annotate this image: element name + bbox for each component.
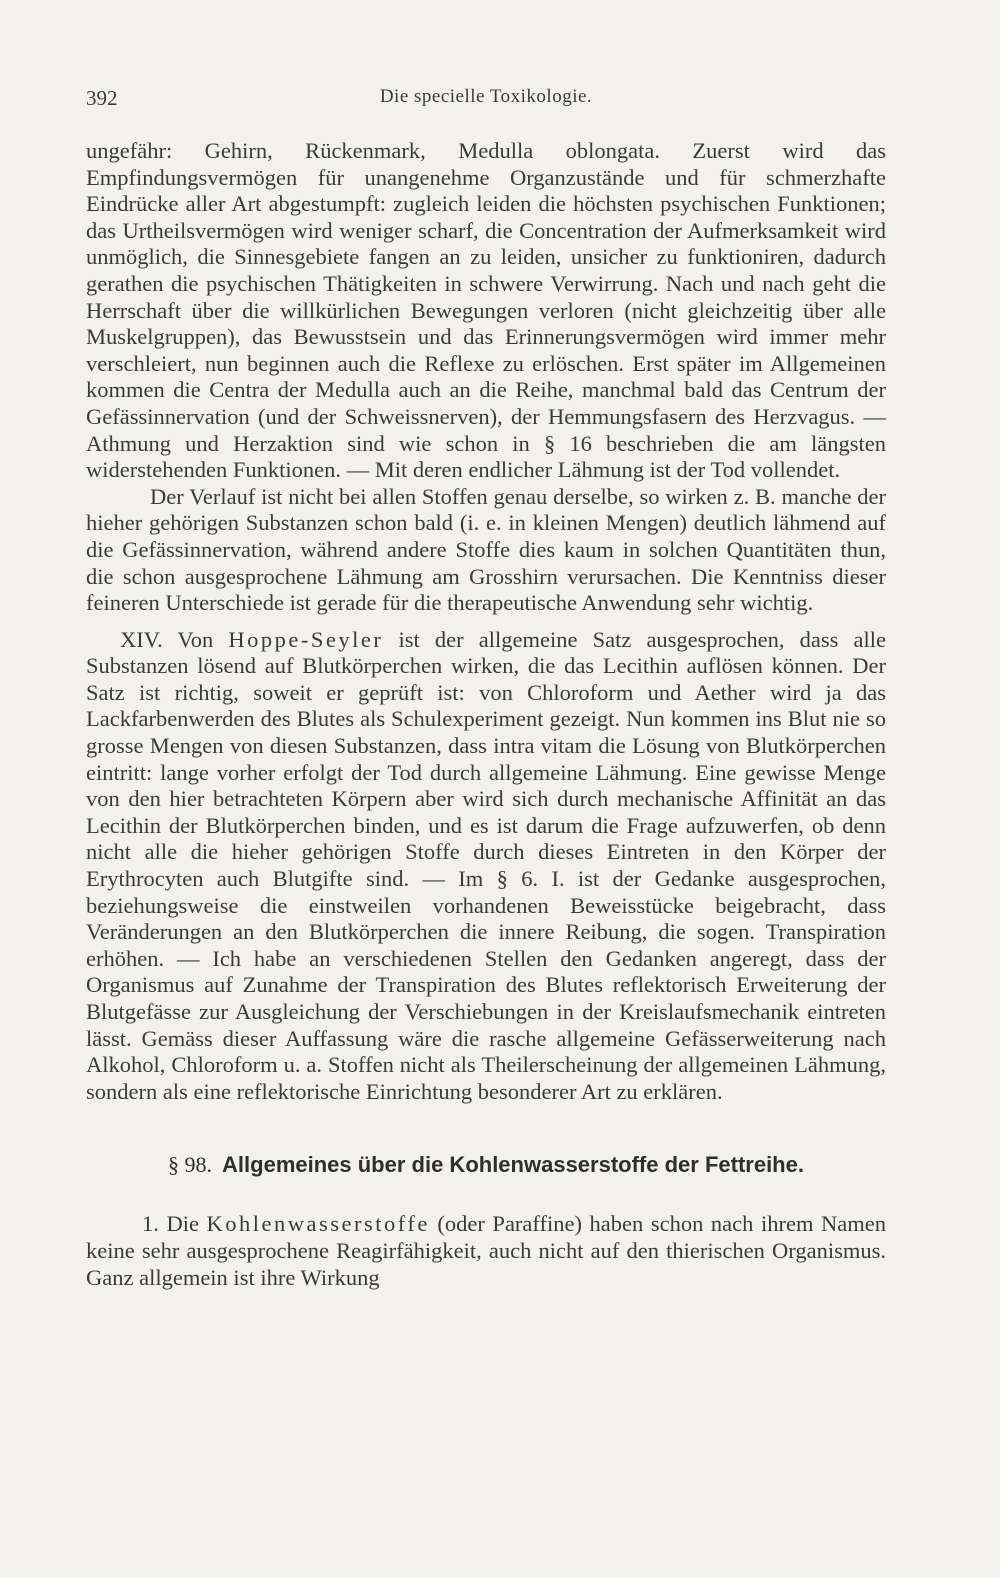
section-number: § 98. (168, 1152, 213, 1178)
section-heading (86, 1151, 886, 1179)
running-title: Die specielle Toxikologie. (379, 86, 593, 107)
page-header (86, 86, 886, 116)
term-kohlenwasserstoffe: Kohlenwasserstoffe (206, 1211, 430, 1237)
paragraph-verlauf: Der Verlauf ist nicht bei allen Stoffen genau derselbe, so wirken z. B. manche der hieher gehörigen Substanzen schon bald (i. e. in kleinen Mengen) deutlich lähmend auf die Gefässinnervation, während andere Stoffe dies kaum in solchen Quantitäten thun, die schon ausgesprochene Lähmung am Grosshirn verursachen. Die Kenntniss dieser feineren Unterschiede ist gerade für die therapeutische Anwendung sehr wichtig. (86, 483, 886, 616)
author-name: Hoppe-Seyler (228, 626, 384, 652)
paragraph-kw-lead: 1. Die (142, 1211, 207, 1237)
paragraph-xiv-lead: XIV. Von (120, 626, 229, 652)
paragraph-continuation: ungefähr: Gehirn, Rückenmark, Medulla oblongata. Zuerst wird das Empfindungsvermögen für unangenehme Organzustände und für schmerzhafte Eindrücke aller Art abgestumpft: zugleich leiden die höchsten psychischen Funktionen; das Urtheilsvermögen wird weniger scharf, die Concentration der Aufmerksamkeit wird unmöglich, die Sinnesgebiete fangen an zu leiden, unsicher zu funktioniren, dadurch gerathen die psychischen Thätigkeiten in schwere Verwirrung. Nach und nach geht die Herrschaft über die willkürlichen Bewegungen verloren (nicht gleichzeitig über alle Muskelgruppen), das Bewusstsein und das Erinnerungsvermögen wird immer mehr verschleiert, nun beginnen auch die Reflexe zu erlöschen. Erst später im Allgemeinen kommen die Centra der Medulla auch an die Reihe, manchmal bald das Centrum der Gefässinnervation (und der Schweissnerven), der Hemmungsfasern des Herzvagus. — Athmung und Herzaktion sind wie schon in § 16 beschrieben die am längsten widerstehenden Funktionen. — Mit deren endlicher Lähmung ist der Tod vollendet. (86, 138, 886, 483)
paragraph-xiv-text: ist der allgemeine Satz ausgesprochen, dass alle Substanzen lösend auf Blutkörperchen wirken, die das Lecithin auflösen können. Der Satz ist richtig, soweit er geprüft ist: von Chloroform und Aether wird ja das Lackfarbenwerden des Blutes als Schulexperiment gezeigt. Nun kommen ins Blut nie so grosse Mengen von diesen Substanzen, dass intra vitam die Lösung von Blutkörperchen eintritt: lange vorher erfolgt der Tod durch allgemeine Lähmung. Eine gewisse Menge von den hier betrachteten Körpern aber wird sich durch mechanische Affinität an das Lecithin der Blutkörperchen binden, und es ist darum die Frage aufzuwerfen, ob denn nicht alle die hieher gehörigen Stoffe durch dieses Eintreten in den Körper der Erythrocyten auch Blutgifte sind. — Im § 6. I. ist der Gedanke ausgesprochen, beziehungsweise die einstweilen vorhandenen Beweisstücke beigebracht, dass Veränderungen an den Blutkörperchen die innere Reibung, die sogen. Transpiration erhöhen. — Ich habe an verschiedenen Stellen den Gedanken angeregt, dass der Organismus auf Zunahme der Transpiration des Blutes reflektorisch Erweiterung der Blutgefässe zur Ausgleichung der Verschiebungen in der Kreislaufsmechanik eintreten lässt. Gemäss dieser Auffassung wäre die rasche allgemeine Gefässerweiterung nach Alkohol, Chloroform u. a. Stoffen nicht als Theilerscheinung der allgemeinen Lähmung, sondern als eine reflektorische Einrichtung besonderer Art zu erklären. (86, 626, 886, 1104)
section-title: Allgemeines über die Kohlenwasserstoffe der Fettreihe. (222, 1152, 804, 1178)
paragraph-kohlenwasserstoffe (86, 1211, 886, 1291)
paragraph-xiv (86, 627, 886, 1106)
page-body (86, 138, 886, 1291)
paragraph-kw-text: (oder Paraffine) haben schon nach ihrem Namen keine sehr ausgesprochene Reagirfähigkeit, auch nicht auf den thierischen Organismus. Ganz allgemein ist ihre Wirkung (86, 1211, 886, 1290)
page-number: 392 (86, 86, 118, 110)
